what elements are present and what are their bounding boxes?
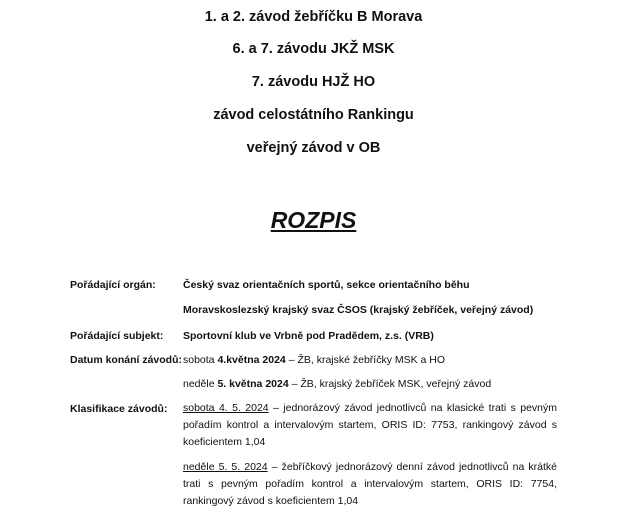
date-day-1 (183, 353, 445, 367)
classification-paragraph-2-text: – žebříčkový jednorázový denní závod jednotlivců na krátké trati s pevným pořadím kontrol a intervalovým startem, ORIS ID: 7754, rankingový závod s koeficientem 1,04 (183, 461, 557, 507)
header-line-2: 6. a 7. závodu JKŽ MSK (232, 41, 395, 57)
classification-paragraph-1-text: – jednorázový závod jednotlivců na klasické trati s pevným pořadím kontrol a intervalovým startem, ORIS ID: 7753, rankingový závod s koeficientem 1,04 (183, 402, 557, 448)
dates-label: Datum konání závodů: (70, 354, 183, 366)
document-title: ROZPIS (270, 207, 357, 233)
date-day-2 (183, 377, 491, 391)
classification-label: Klasifikace závodů: (70, 403, 168, 415)
organizer-value-2: Moravskoslezský krajský svaz ČSOS (krajský žebříček, veřejný závod) (183, 304, 534, 316)
classification-paragraph-1-date: sobota 4. 5. 2024 (183, 402, 269, 414)
date-day-2-date: 5. května 2024 (217, 378, 289, 390)
classification-paragraph-2-date: neděle 5. 5. 2024 (183, 461, 268, 473)
date-day-1-prefix: sobota (183, 354, 218, 366)
date-day-2-prefix: neděle (183, 378, 218, 390)
header-line-3: 7. závodu HJŽ HO (251, 74, 376, 90)
organizer-value-1: Český svaz orientačních sportů, sekce orientačního běhu (183, 279, 470, 291)
classification-paragraph-2 (183, 459, 557, 510)
classification-paragraph-1 (183, 400, 557, 451)
header-line-1: 1. a 2. závod žebříčku B Morava (204, 9, 423, 25)
subject-label: Pořádající subjekt: (70, 330, 164, 342)
date-day-2-rest: – ŽB, krajský žebříček MSK, veřejný závod (288, 378, 492, 390)
organizer-label: Pořádající orgán: (70, 279, 156, 291)
subject-value: Sportovní klub ve Vrbně pod Pradědem, z.s. (VRB) (183, 330, 434, 342)
date-day-1-rest: – ŽB, krajské žebříčky MSK a HO (285, 354, 446, 366)
date-day-1-date: 4.května 2024 (217, 354, 286, 366)
header-line-4: závod celostátního Rankingu (213, 107, 414, 123)
header-line-5: veřejný závod v OB (246, 140, 381, 156)
